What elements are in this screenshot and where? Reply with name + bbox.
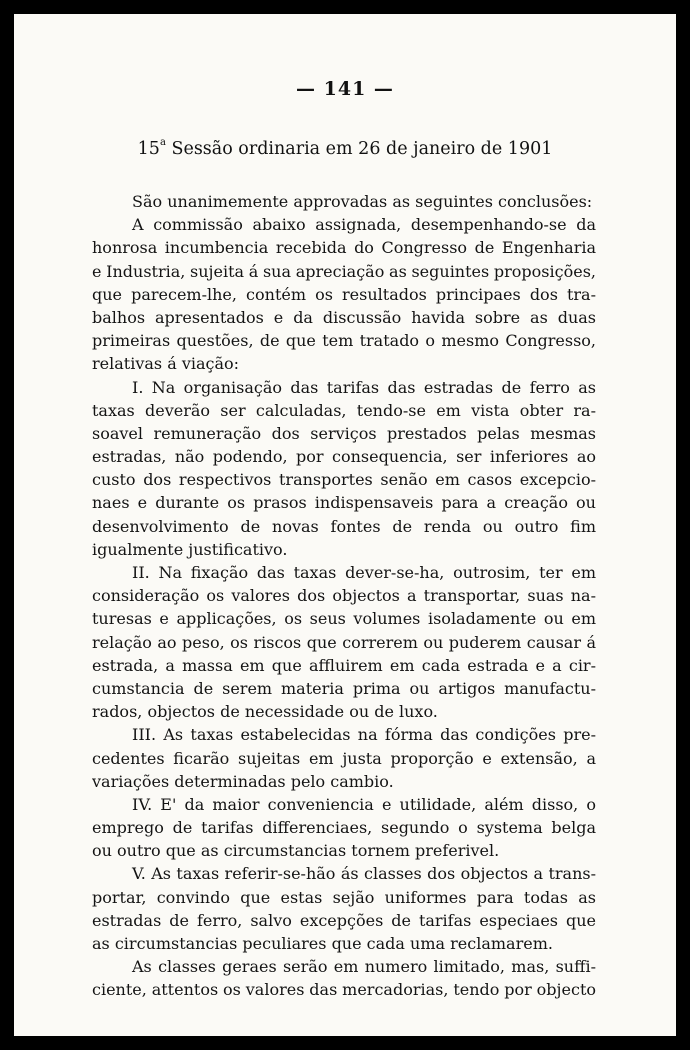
text-line: relação ao peso, os riscos que correrem ou puderem causar á: [92, 632, 596, 652]
text-line: variações determinadas pelo cambio.: [92, 771, 394, 791]
page-number: — 141 —: [296, 78, 394, 100]
text-line: São unanimemente approvadas as seguintes conclusões:: [132, 192, 593, 211]
heading-text: Sessão ordinaria em 26 de janeiro de 1901: [165, 139, 553, 159]
session-heading: [14, 139, 676, 159]
text-line: e Industria, sujeita á sua apreciação as seguintes proposições,: [92, 261, 596, 281]
text-line: relativas á viação:: [92, 354, 240, 374]
body-text: [92, 190, 596, 1002]
text-line: ciente, attentos os valores das mercadorias, tendo por objecto: [92, 980, 596, 1000]
text-line: honrosa incumbencia recebida do Congresso de Engenharia: [92, 238, 596, 258]
text-line: I. Na organisação das tarifas das estradas de ferro as: [132, 377, 596, 397]
text-line: rados, objectos de necessidade ou de luxo.: [92, 702, 438, 722]
text-line: consideração os valores dos objectos a transportar, suas na-: [92, 586, 596, 606]
text-line: V. As taxas referir-se-hão ás classes dos objectos a trans-: [132, 864, 596, 884]
text-line: ou outro que as circumstancias tornem preferivel.: [92, 841, 500, 861]
text-line: cedentes ficarão sujeitas em justa proporção e extensão, a: [92, 748, 596, 768]
text-line: taxas deverão ser calculadas, tendo-se em vista obter ra-: [92, 400, 596, 420]
text-line: III. As taxas estabelecidas na fórma das condições pre-: [132, 725, 596, 745]
text-line: portar, convindo que estas sejão uniformes para todas as: [92, 887, 596, 907]
text-line: II. Na fixação das taxas dever-se-ha, outrosim, ter em: [132, 563, 596, 582]
text-line: As classes geraes serão em numero limitado, mas, suffi-: [132, 957, 596, 977]
text-line: as circumstancias peculiares que cada uma reclamarem.: [92, 934, 553, 953]
text-line: emprego de tarifas differenciaes, segundo o systema belga: [92, 818, 596, 838]
heading-ordinal: 15: [137, 139, 160, 159]
text-line: igualmente justificativo.: [92, 539, 288, 559]
text-line: estradas, não podendo, por consequencia, ser inferiores ao: [92, 447, 596, 467]
text-line: IV. E' da maior conveniencia e utilidade, além disso, o: [132, 794, 596, 814]
text-line: primeiras questões, de que tem tratado o mesmo Congresso,: [92, 331, 596, 351]
text-line: desenvolvimento de novas fontes de renda ou outro fim: [92, 516, 596, 536]
heading-ordinal-suffix: a: [159, 137, 166, 148]
text-line: naes e durante os prasos indispensaveis para a creação ou: [92, 493, 596, 513]
text-line: soavel remuneração dos serviços prestados pelas mesmas: [92, 423, 596, 443]
text-line: cumstancia de serem materia prima ou artigos manufactu-: [92, 678, 596, 698]
text-line: A commissão abaixo assignada, desempenhando-se da: [132, 215, 596, 235]
document-page: [14, 14, 676, 1036]
text-line: turesas e applicações, os seus volumes isoladamente ou em: [92, 609, 596, 629]
text-line: custo dos respectivos transportes senão em casos excepcio-: [92, 470, 596, 490]
text-line: estradas de ferro, salvo excepções de tarifas especiaes que: [92, 910, 596, 930]
text-line: estrada, a massa em que affluirem em cada estrada e a cir-: [92, 655, 596, 675]
text-line: balhos apresentados e da discussão havida sobre as duas: [92, 307, 596, 327]
text-line: que parecem-lhe, contém os resultados principaes dos tra-: [92, 284, 596, 304]
